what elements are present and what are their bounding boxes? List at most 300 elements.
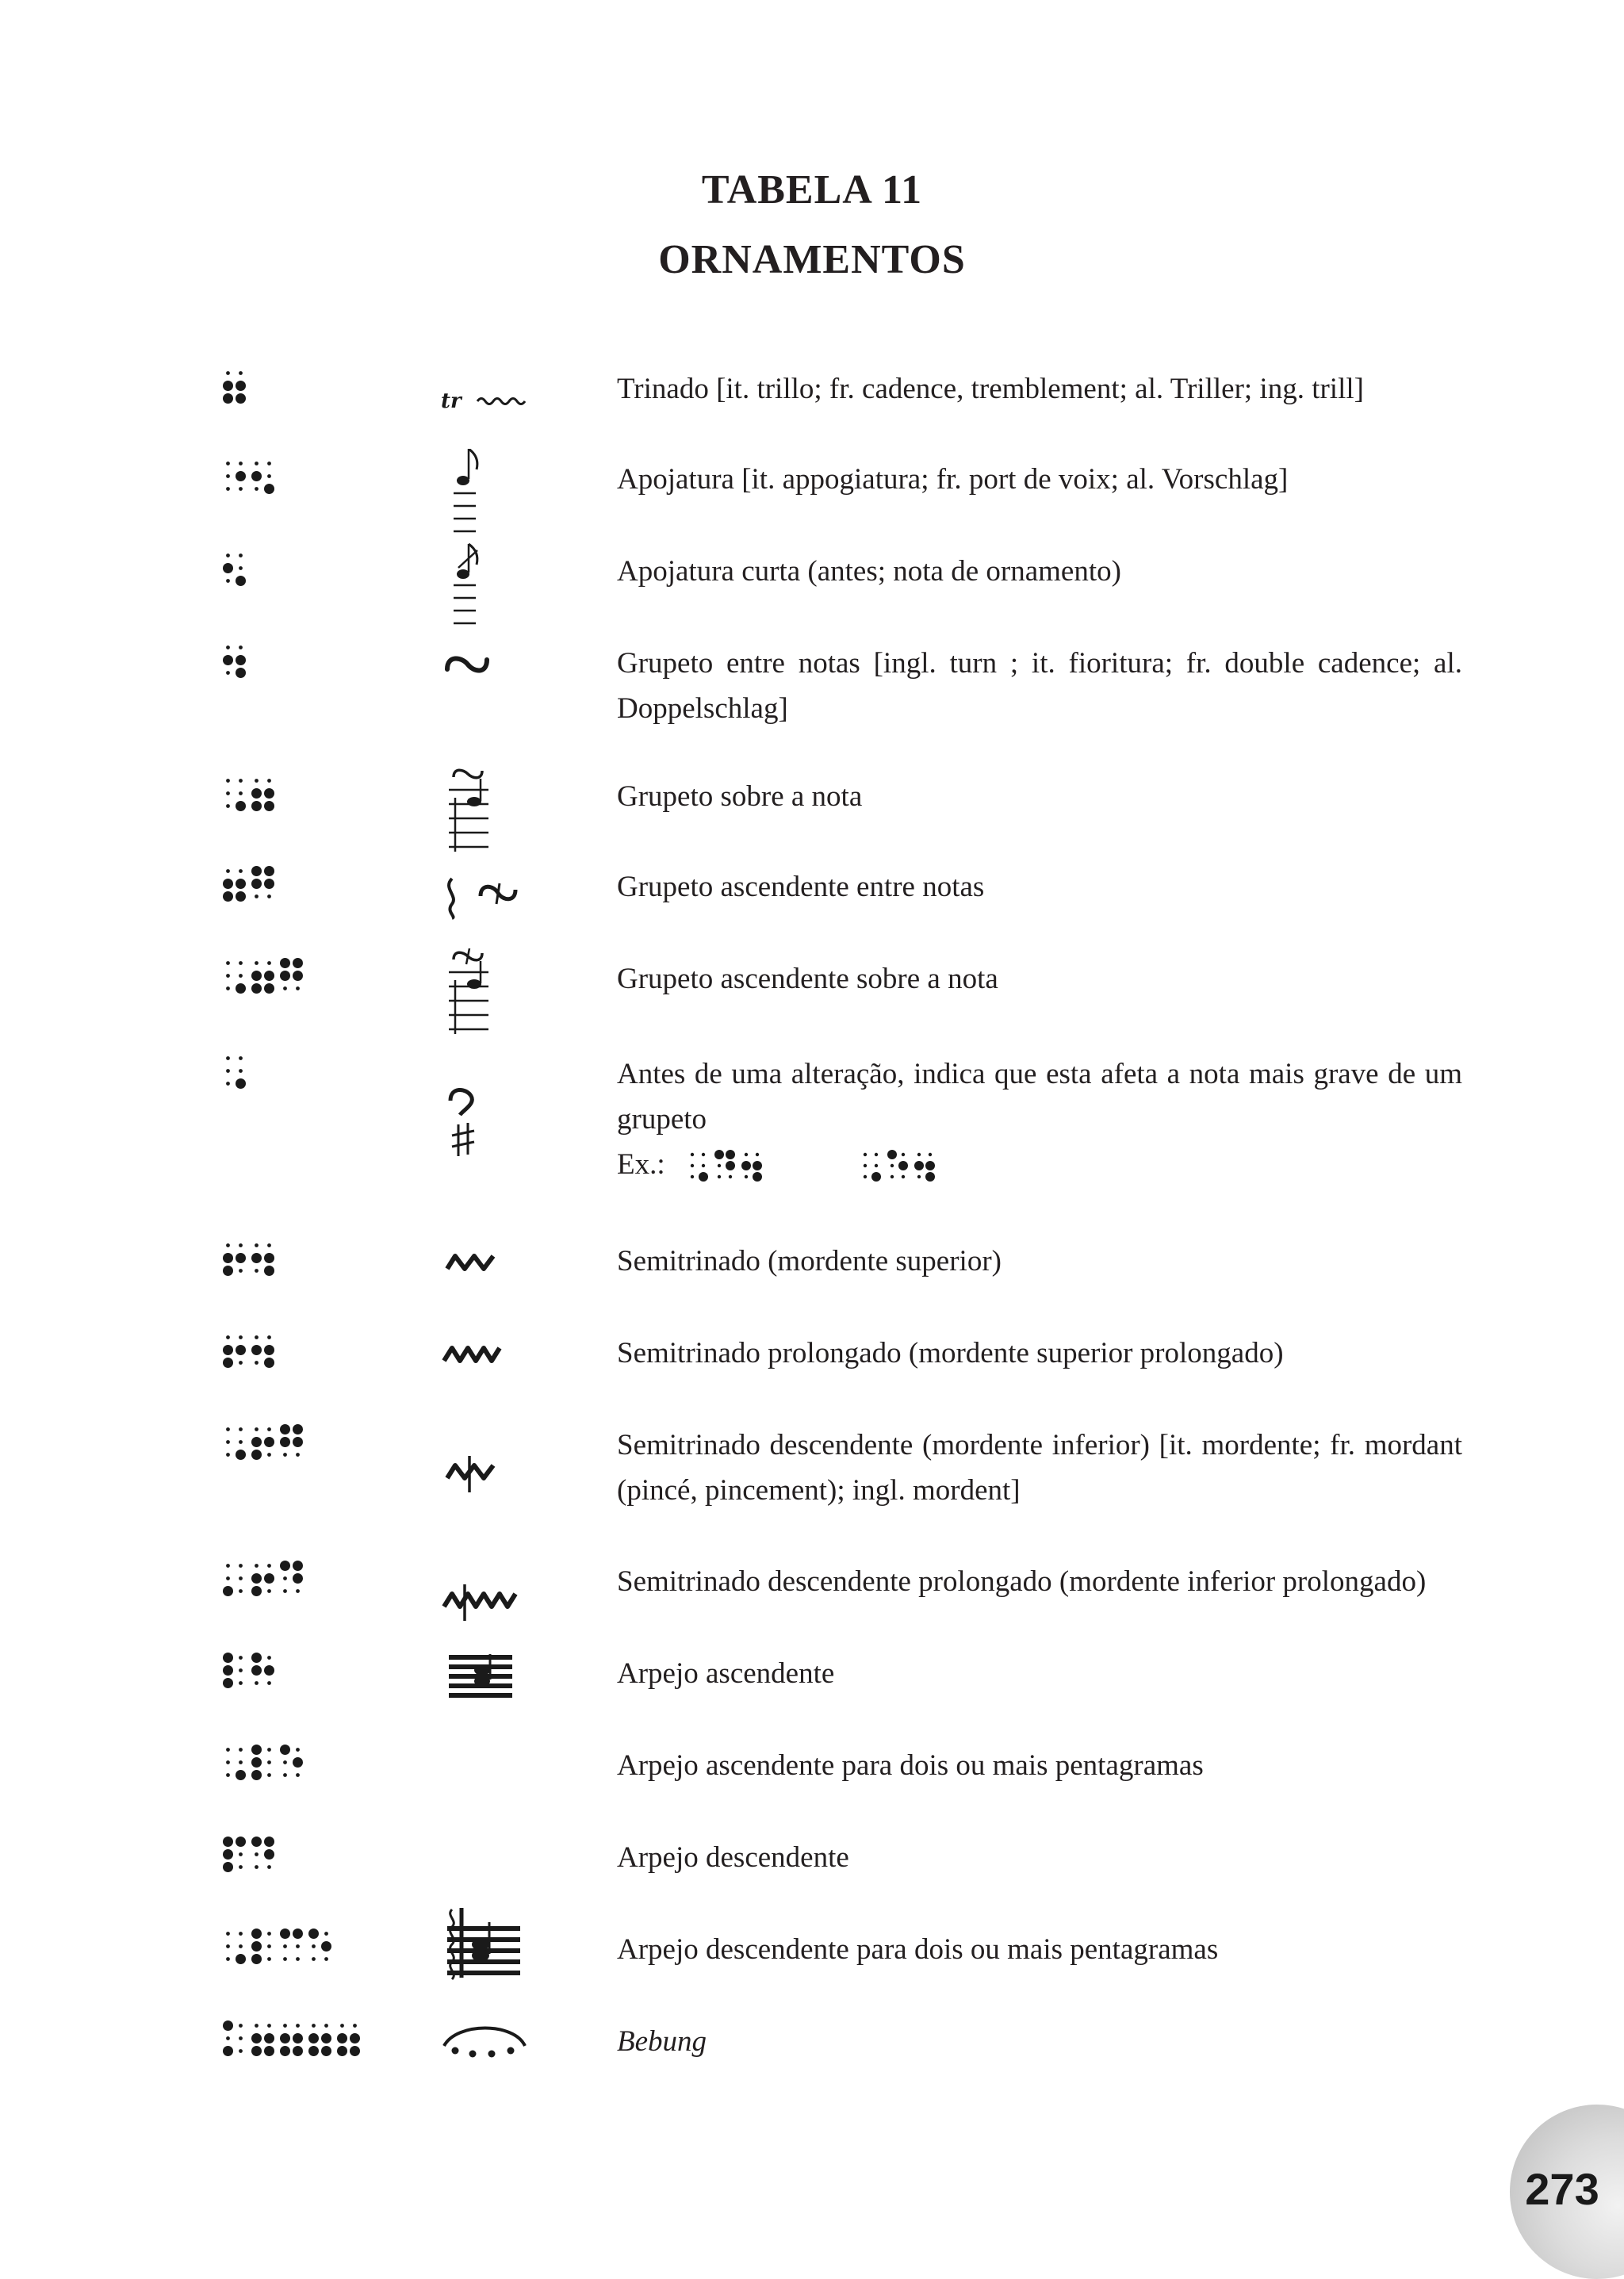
braille-dot-guide [239, 1932, 243, 1936]
braille-dot-raised [293, 1573, 303, 1584]
braille-dot-raised [223, 2046, 233, 2056]
braille-dot-guide [267, 1243, 271, 1247]
braille-dot-guide [226, 1944, 230, 1948]
braille-dot-guide [239, 2049, 243, 2053]
braille-dot-raised [280, 958, 290, 968]
braille-dot-raised [293, 958, 303, 968]
braille-dot-raised [223, 393, 233, 404]
braille-dot-raised [753, 1172, 762, 1182]
braille-dot-guide [226, 1335, 230, 1339]
braille-dot-guide [239, 1440, 243, 1444]
braille-dot-guide [864, 1175, 867, 1178]
braille-dot-raised [223, 1266, 233, 1276]
braille-dot-guide [283, 1760, 287, 1764]
table-title: ORNAMENTOS [658, 237, 966, 282]
ornament-description [617, 1835, 1462, 1880]
braille-dot-raised [236, 655, 246, 665]
braille-dot-guide [283, 1957, 287, 1961]
braille-dot-guide [267, 2024, 271, 2028]
ornament-description-text: Bebung [617, 2025, 707, 2058]
braille-dot-guide [239, 1681, 243, 1685]
ornament-description [617, 1559, 1462, 1604]
braille-dot-guide [239, 1852, 243, 1856]
braille-dot-raised [223, 1837, 233, 1847]
braille-dot-guide [239, 2024, 243, 2028]
braille-sign-cells [222, 1051, 254, 1090]
braille-sign-cells [222, 1423, 311, 1461]
braille-sign-cells [222, 1927, 339, 1966]
braille-dot-raised [251, 2046, 262, 2056]
braille-dot-raised [280, 2033, 290, 2043]
ornament-description [617, 366, 1462, 412]
braille-dot-guide [239, 1335, 243, 1339]
example-braille-cells [687, 1148, 771, 1183]
braille-dot-raised [223, 1862, 233, 1872]
ornament-description [617, 1331, 1462, 1376]
braille-dot-guide [255, 1335, 259, 1339]
braille-dot-guide [283, 1576, 287, 1580]
braille-dot-guide [239, 869, 243, 873]
braille-dot-guide [226, 671, 230, 675]
braille-dot-raised [223, 1358, 233, 1368]
ornament-description-text: Grupeto sobre a nota [617, 780, 863, 813]
braille-dot-raised [251, 2033, 262, 2043]
ornament-description [617, 457, 1462, 502]
braille-dot-raised [753, 1161, 762, 1170]
braille-dot-guide [226, 1440, 230, 1444]
braille-dot-guide [239, 1069, 243, 1073]
braille-dot-guide [267, 1865, 271, 1869]
braille-dot-guide [226, 1453, 230, 1457]
braille-dot-raised [223, 381, 233, 391]
ornament-description-text: Arpejo descendente para dois ou mais pentagramas [617, 1933, 1219, 1966]
braille-dot-raised [293, 1561, 303, 1571]
braille-dot-guide [267, 1748, 271, 1752]
example-braille-cells [860, 1148, 944, 1183]
braille-dot-raised [251, 1929, 262, 1939]
braille-dot-raised [264, 1665, 274, 1676]
braille-dot-guide [267, 1773, 271, 1777]
braille-dot-raised [251, 879, 262, 889]
braille-dot-guide [226, 462, 230, 465]
braille-sign [222, 956, 311, 999]
braille-dot-guide [255, 1681, 259, 1685]
braille-dot-raised [264, 2033, 274, 2043]
ornament-description-text: Semitrinado descendente (mordente inferior) [it. mordente; fr. mordant (pincé, pincement); ingl. mordent] [617, 1429, 1462, 1507]
braille-dot-guide [324, 1932, 328, 1936]
braille-dot-raised [898, 1161, 908, 1170]
braille-dot-guide [312, 1957, 316, 1961]
ornament-description-text: Apojatura curta (antes; nota de ornamento) [617, 555, 1121, 588]
braille-dot-guide [226, 1069, 230, 1073]
braille-dot-guide [267, 1944, 271, 1948]
braille-dot-raised [223, 879, 233, 889]
braille-dot-guide [255, 1361, 259, 1365]
braille-dot-raised [251, 983, 262, 994]
trill-symbol [441, 384, 544, 419]
ornament-description-text: Arpejo ascendente para dois ou mais pentagramas [617, 1749, 1204, 1782]
upper-mordent-symbol [441, 1247, 544, 1282]
ornament-description [617, 2019, 1462, 2064]
braille-dot-guide [267, 1656, 271, 1660]
long-upper-mordent-symbol [441, 1339, 544, 1374]
braille-dot-guide [239, 1760, 243, 1764]
braille-dot-guide [296, 1773, 300, 1777]
braille-dot-raised [264, 879, 274, 889]
braille-sign [222, 1743, 311, 1786]
braille-dot-guide [255, 1243, 259, 1247]
ornament-description [617, 549, 1462, 594]
braille-dot-raised [726, 1161, 735, 1170]
braille-dot-guide [691, 1153, 694, 1156]
ornament-description-text: Grupeto ascendente sobre a nota [617, 963, 998, 995]
braille-dot-guide [226, 487, 230, 491]
braille-dot-raised [236, 1837, 246, 1847]
braille-dot-raised [251, 1770, 262, 1780]
braille-dot-raised [264, 2046, 274, 2056]
turn-with-sharp-symbol [441, 1083, 544, 1166]
arpeggio-down-symbol [441, 1905, 544, 1988]
braille-dot-guide [239, 1243, 243, 1247]
braille-dot-guide [226, 1427, 230, 1431]
braille-dot-raised [236, 668, 246, 678]
braille-dot-guide [283, 1773, 287, 1777]
braille-sign [222, 1423, 311, 1465]
ornament-description-text: Trinado [it. trillo; fr. cadence, tremblement; al. Triller; ing. trill] [617, 373, 1364, 405]
braille-dot-guide [283, 986, 287, 990]
braille-dot-raised [251, 1253, 262, 1263]
braille-dot-raised [264, 983, 274, 994]
braille-dot-guide [239, 487, 243, 491]
braille-dot-raised [914, 1161, 924, 1170]
braille-dot-raised [264, 866, 274, 876]
braille-sign [222, 1927, 339, 1970]
svg-text:tr: tr [441, 389, 462, 413]
braille-sign [222, 1239, 282, 1281]
braille-dot-raised [236, 891, 246, 902]
braille-dot-raised [223, 1345, 233, 1355]
braille-sign-cells [222, 1559, 311, 1598]
braille-dot-guide [267, 1453, 271, 1457]
braille-dot-raised [236, 1954, 246, 1964]
braille-dot-raised [236, 471, 246, 481]
braille-dot-guide [917, 1175, 921, 1178]
braille-dot-raised [223, 1849, 233, 1860]
braille-dot-raised [264, 1266, 274, 1276]
braille-dot-raised [293, 1757, 303, 1768]
braille-sign-cells [222, 1331, 282, 1369]
braille-dot-raised [251, 788, 262, 799]
braille-dot-guide [296, 2024, 300, 2028]
example-braille-group [860, 1148, 944, 1197]
braille-sign-cells [222, 774, 282, 813]
long-lower-mordent-symbol [441, 1583, 544, 1626]
lower-mordent-symbol [441, 1454, 544, 1498]
ornament-description-text: Grupeto ascendente entre notas [617, 871, 985, 903]
braille-dot-guide [864, 1153, 867, 1156]
braille-sign-cells [222, 1835, 282, 1874]
braille-dot-guide [255, 1852, 259, 1856]
braille-dot-guide [239, 974, 243, 978]
braille-dot-raised [337, 2033, 347, 2043]
braille-dot-guide [239, 1944, 243, 1948]
braille-dot-guide [239, 1865, 243, 1869]
braille-dot-guide [875, 1153, 878, 1156]
braille-sign [222, 1559, 311, 1602]
braille-dot-guide [324, 1957, 328, 1961]
braille-dot-raised [280, 1424, 290, 1434]
braille-dot-raised [871, 1172, 881, 1182]
braille-dot-guide [226, 974, 230, 978]
braille-dot-guide [255, 1427, 259, 1431]
braille-dot-raised [251, 1653, 262, 1663]
braille-dot-guide [226, 1957, 230, 1961]
braille-sign [222, 366, 254, 409]
braille-dot-guide [917, 1153, 921, 1156]
braille-dot-guide [239, 1589, 243, 1593]
braille-dot-guide [226, 553, 230, 557]
braille-dot-guide [239, 1427, 243, 1431]
braille-dot-guide [239, 779, 243, 783]
braille-dot-guide [283, 1453, 287, 1457]
braille-dot-guide [267, 1760, 271, 1764]
braille-sign-cells [222, 641, 254, 680]
braille-dot-raised [251, 866, 262, 876]
braille-dot-raised [236, 879, 246, 889]
acciaccatura-symbol [441, 541, 544, 640]
braille-dot-raised [251, 471, 262, 481]
braille-dot-raised [280, 1929, 290, 1939]
braille-dot-guide [756, 1153, 759, 1156]
braille-dot-raised [337, 2046, 347, 2056]
braille-dot-guide [226, 371, 230, 375]
ornament-description-text: Arpejo descendente [617, 1841, 849, 1874]
braille-dot-guide [239, 1056, 243, 1060]
braille-sign-cells [222, 1651, 282, 1690]
braille-sign-cells [222, 366, 254, 405]
braille-sign [222, 2019, 368, 2062]
turn-over-note-symbol [441, 766, 544, 857]
braille-dot-guide [239, 2036, 243, 2040]
ornament-description [617, 1423, 1462, 1513]
braille-dot-raised [251, 1573, 262, 1584]
braille-dot-raised [280, 1561, 290, 1571]
braille-sign [222, 1051, 254, 1094]
braille-dot-raised [251, 1745, 262, 1755]
braille-dot-raised [223, 891, 233, 902]
braille-dot-raised [741, 1161, 751, 1170]
braille-dot-guide [239, 1269, 243, 1273]
braille-dot-guide [902, 1153, 905, 1156]
braille-dot-raised [251, 971, 262, 981]
braille-dot-raised [223, 1253, 233, 1263]
ornament-description-text: Arpejo ascendente [617, 1657, 835, 1690]
braille-dot-guide [691, 1175, 694, 1178]
braille-dot-raised [251, 1437, 262, 1447]
braille-dot-raised [236, 576, 246, 586]
ornament-description-text: Antes de uma alteração, indica que esta afeta a nota mais grave de um grupeto [617, 1058, 1462, 1136]
braille-dot-guide [267, 779, 271, 783]
braille-dot-guide [239, 1564, 243, 1568]
braille-dot-raised [264, 1345, 274, 1355]
ornament-description-text: Semitrinado descendente prolongado (mordente inferior prolongado) [617, 1565, 1427, 1598]
braille-dot-raised [264, 484, 274, 494]
braille-dot-guide [255, 1564, 259, 1568]
braille-dot-guide [267, 462, 271, 465]
inverted-turn-over-note-symbol [441, 948, 544, 1040]
braille-dot-raised [223, 563, 233, 573]
braille-dot-guide [226, 961, 230, 965]
braille-dot-raised [264, 788, 274, 799]
braille-dot-guide [296, 986, 300, 990]
braille-dot-guide [729, 1175, 732, 1178]
braille-dot-guide [239, 462, 243, 465]
braille-dot-raised [251, 1837, 262, 1847]
braille-dot-guide [312, 2024, 316, 2028]
braille-dot-guide [296, 1589, 300, 1593]
braille-dot-raised [251, 1665, 262, 1676]
arpeggio-up-symbol [441, 1651, 544, 1706]
braille-sign-cells [222, 1743, 311, 1782]
braille-dot-raised [293, 971, 303, 981]
braille-dot-raised [293, 1437, 303, 1447]
braille-dot-guide [296, 1944, 300, 1948]
ornament-description [617, 1927, 1462, 1972]
braille-sign-cells [222, 549, 254, 588]
example-line [617, 1142, 1462, 1187]
braille-dot-guide [718, 1175, 721, 1178]
braille-dot-guide [239, 791, 243, 795]
braille-dot-raised [223, 1678, 233, 1688]
braille-sign-cells [222, 1239, 282, 1277]
braille-dot-raised [236, 1770, 246, 1780]
braille-dot-raised [350, 2033, 360, 2043]
braille-dot-guide [226, 791, 230, 795]
braille-dot-raised [223, 1665, 233, 1676]
braille-dot-guide [702, 1164, 705, 1167]
braille-dot-guide [226, 869, 230, 873]
braille-dot-guide [296, 1748, 300, 1752]
braille-dot-raised [293, 1424, 303, 1434]
braille-dot-raised [236, 393, 246, 404]
braille-dot-guide [239, 1656, 243, 1660]
braille-dot-guide [267, 961, 271, 965]
braille-dot-guide [226, 474, 230, 478]
braille-dot-guide [226, 1576, 230, 1580]
braille-dot-raised [236, 381, 246, 391]
braille-dot-guide [226, 986, 230, 990]
braille-sign [222, 457, 282, 500]
braille-dot-guide [226, 1056, 230, 1060]
braille-dot-raised [236, 1345, 246, 1355]
braille-dot-raised [887, 1150, 897, 1159]
braille-dot-raised [321, 2046, 331, 2056]
braille-dot-guide [353, 2024, 357, 2028]
braille-dot-raised [293, 2046, 303, 2056]
ornament-description [617, 1051, 1462, 1187]
braille-dot-guide [283, 1944, 287, 1948]
braille-dot-raised [726, 1150, 735, 1159]
braille-dot-raised [293, 1929, 303, 1939]
braille-dot-raised [308, 1929, 319, 1939]
braille-sign [222, 1331, 282, 1373]
braille-dot-guide [255, 1865, 259, 1869]
braille-dot-raised [251, 1586, 262, 1596]
braille-dot-guide [296, 1453, 300, 1457]
braille-dot-guide [255, 1269, 259, 1273]
braille-dot-raised [251, 1450, 262, 1460]
braille-dot-guide [255, 961, 259, 965]
braille-dot-guide [255, 894, 259, 898]
inverted-turn-symbol [441, 872, 544, 924]
braille-dot-guide [226, 579, 230, 583]
braille-dot-raised [264, 1573, 274, 1584]
braille-dot-raised [308, 2046, 319, 2056]
ornament-description [617, 1651, 1462, 1696]
braille-dot-raised [251, 1954, 262, 1964]
braille-dot-raised [223, 1653, 233, 1663]
braille-dot-guide [226, 1243, 230, 1247]
braille-dot-raised [251, 1941, 262, 1952]
braille-dot-guide [267, 894, 271, 898]
braille-sign-cells [222, 457, 282, 496]
braille-dot-guide [239, 1748, 243, 1752]
braille-dot-raised [714, 1150, 724, 1159]
braille-dot-raised [321, 2033, 331, 2043]
braille-sign [222, 641, 254, 684]
braille-dot-raised [264, 1253, 274, 1263]
braille-dot-raised [223, 2020, 233, 2031]
braille-sign [222, 864, 282, 907]
braille-dot-guide [239, 1361, 243, 1365]
braille-dot-guide [283, 1589, 287, 1593]
braille-dot-guide [226, 1773, 230, 1777]
braille-dot-raised [236, 801, 246, 811]
braille-dot-raised [308, 2033, 319, 2043]
ornament-description [617, 956, 1462, 1002]
braille-dot-raised [223, 1586, 233, 1596]
braille-dot-guide [691, 1164, 694, 1167]
braille-sign [222, 1651, 282, 1694]
braille-dot-guide [902, 1175, 905, 1178]
ornament-description [617, 864, 1462, 910]
braille-dot-raised [264, 1437, 274, 1447]
braille-dot-guide [255, 2024, 259, 2028]
braille-dot-guide [226, 1748, 230, 1752]
ornament-description-text: Semitrinado prolongado (mordente superior prolongado) [617, 1337, 1284, 1369]
braille-dot-guide [864, 1164, 867, 1167]
braille-dot-guide [226, 645, 230, 649]
braille-dot-guide [239, 553, 243, 557]
braille-dot-raised [264, 1358, 274, 1368]
braille-dot-raised [350, 2046, 360, 2056]
braille-dot-guide [340, 2024, 344, 2028]
braille-dot-raised [236, 1450, 246, 1460]
appoggiatura-symbol [441, 449, 544, 548]
braille-dot-guide [226, 1760, 230, 1764]
braille-dot-guide [267, 1589, 271, 1593]
braille-dot-guide [891, 1164, 894, 1167]
braille-dot-raised [264, 1837, 274, 1847]
braille-dot-raised [925, 1172, 935, 1182]
braille-dot-raised [236, 1253, 246, 1263]
braille-dot-raised [223, 655, 233, 665]
braille-dot-guide [929, 1153, 932, 1156]
braille-dot-guide [324, 2024, 328, 2028]
braille-dot-guide [239, 1576, 243, 1580]
braille-dot-guide [226, 2036, 230, 2040]
braille-dot-guide [267, 1932, 271, 1936]
